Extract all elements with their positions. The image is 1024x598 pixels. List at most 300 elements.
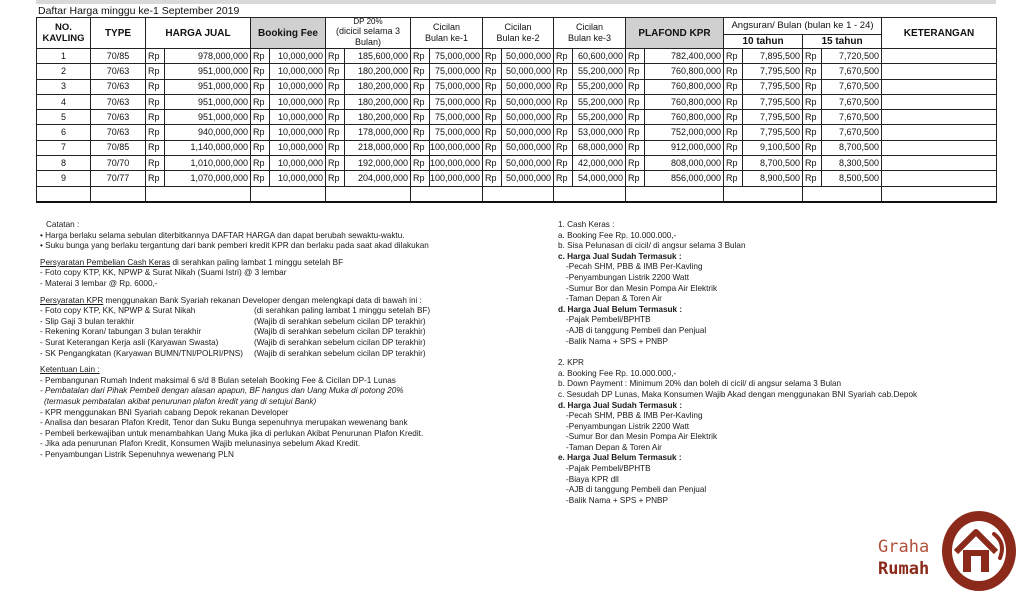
- currency-label: Rp: [413, 157, 425, 168]
- header-cicilan-2-sub: Bulan ke-2: [496, 33, 540, 43]
- cell-booking-fee-value: 10,000,000: [277, 65, 323, 76]
- cell-keterangan: [882, 156, 997, 171]
- table-row: [37, 94, 997, 109]
- cell-angsuran-15: [803, 125, 882, 140]
- cell-cicilan-3-value: 55,200,000: [577, 96, 623, 107]
- cell-cicilan-1: [411, 156, 483, 171]
- kpr-requirement-item: [40, 349, 430, 360]
- currency-label: Rp: [413, 173, 425, 184]
- cell-plafond-kpr: [626, 94, 724, 109]
- header-cicilan-3: [554, 18, 626, 49]
- cell-no-kavling: 5: [37, 110, 91, 125]
- currency-label: Rp: [253, 65, 265, 76]
- kpr-line: c. Sesudah DP Lunas, Maka Konsumen Wajib Akad dengan menggunakan BNI Syariah cab.Depok: [558, 389, 918, 399]
- cell-cicilan-3-value: 53,000,000: [577, 127, 623, 138]
- empty-cell: [251, 186, 326, 202]
- cell-harga-jual: [146, 64, 251, 79]
- header-15-tahun: 15 tahun: [803, 34, 882, 48]
- currency-label: Rp: [328, 81, 340, 92]
- cell-harga-jual: [146, 79, 251, 94]
- cell-angsuran-10: [724, 79, 803, 94]
- cell-angsuran-10: [724, 171, 803, 186]
- cash-line: b. Sisa Pelunasan di cicil/ di angsur selama 3 Bulan: [558, 241, 746, 251]
- empty-cell: [37, 186, 91, 202]
- empty-cell: [626, 186, 724, 202]
- logo-line-2: Rumah: [878, 559, 930, 579]
- kpr-line: b. Down Payment : Minimum 20% dan boleh di cicil/ di angsur selama 3 Bulan: [558, 379, 842, 389]
- cell-angsuran-10-value: 7,795,500: [759, 65, 800, 76]
- cell-cicilan-2: [483, 171, 554, 186]
- cell-booking-fee: [251, 110, 326, 125]
- cell-harga-jual-value: 978,000,000: [197, 50, 248, 61]
- cash-line: a. Booking Fee Rp. 10.000.000,-: [558, 230, 677, 240]
- cell-cicilan-2: [483, 156, 554, 171]
- notes-right: [558, 220, 917, 506]
- cell-harga-jual: [146, 171, 251, 186]
- currency-label: Rp: [485, 142, 497, 153]
- cell-dp-value: 178,000,000: [357, 127, 408, 138]
- cell-dp: [326, 110, 411, 125]
- cell-plafond-kpr-value: 856,000,000: [670, 173, 721, 184]
- catatan-item: • Harga berlaku selama sebulan diterbitkannya DAFTAR HARGA dan dapat berubah sewaktu-waktu.: [40, 230, 405, 240]
- cell-dp: [326, 64, 411, 79]
- cell-cicilan-3: [554, 94, 626, 109]
- currency-label: Rp: [726, 81, 738, 92]
- cell-cicilan-1-value: 75,000,000: [434, 96, 480, 107]
- cell-cicilan-1-value: 75,000,000: [434, 111, 480, 122]
- cell-angsuran-10-value: 8,900,500: [759, 173, 800, 184]
- currency-label: Rp: [148, 96, 160, 107]
- cell-dp: [326, 171, 411, 186]
- cell-angsuran-10-value: 7,795,500: [759, 111, 800, 122]
- cell-plafond-kpr: [626, 171, 724, 186]
- currency-label: Rp: [148, 81, 160, 92]
- cell-plafond-kpr: [626, 110, 724, 125]
- header-dp-top: DP 20%: [353, 17, 383, 26]
- cell-cicilan-1-value: 100,000,000: [429, 142, 480, 153]
- cell-keterangan: [882, 79, 997, 94]
- empty-cell: [91, 186, 146, 202]
- currency-label: Rp: [148, 65, 160, 76]
- cell-angsuran-10: [724, 156, 803, 171]
- currency-label: Rp: [413, 50, 425, 61]
- header-no-kavling: NO. KAVLING: [37, 18, 91, 49]
- kpr-requirement-item: [40, 317, 430, 328]
- cell-angsuran-15: [803, 49, 882, 64]
- currency-label: Rp: [485, 65, 497, 76]
- currency-label: Rp: [628, 111, 640, 122]
- kpr-requirement-doc: - SK Pengangkatan (Karyawan BUMN/TNI/POLRI/PNS): [40, 348, 243, 358]
- currency-label: Rp: [628, 50, 640, 61]
- cell-cicilan-2-value: 50,000,000: [505, 65, 551, 76]
- cash-requirements-heading: [40, 258, 430, 269]
- cell-harga-jual: [146, 156, 251, 171]
- kpr-included-item: -Sumur Bor dan Mesin Pompa Air Elektrik: [566, 432, 718, 442]
- cell-cicilan-3: [554, 171, 626, 186]
- header-cicilan-1: [411, 18, 483, 49]
- sheet-title: Daftar Harga minggu ke-1 September 2019: [38, 5, 240, 17]
- cell-dp-value: 218,000,000: [357, 142, 408, 153]
- empty-cell: [724, 186, 803, 202]
- cell-booking-fee-value: 10,000,000: [277, 157, 323, 168]
- cell-no-kavling: 8: [37, 156, 91, 171]
- cell-cicilan-1: [411, 125, 483, 140]
- catatan-item: • Suku bunga yang berlaku tergantung dari bank pemberi kredit KPR dan berlaku pada saat akad dilakukan: [40, 241, 429, 251]
- lain-item: - Jika ada penurunan Plafon Kredit, Konsumen Wajib melunasinya sebelum Akad Kredit.: [40, 439, 361, 449]
- kpr-included-item: -Taman Depan & Toren Air: [566, 442, 662, 452]
- cell-cicilan-3-value: 60,600,000: [577, 50, 623, 61]
- cell-plafond-kpr: [626, 79, 724, 94]
- currency-label: Rp: [628, 173, 640, 184]
- price-table: [36, 17, 997, 203]
- cell-no-kavling: 3: [37, 79, 91, 94]
- ketentuan-lain-heading: Ketentuan Lain :: [40, 365, 100, 375]
- logo-wordmark: [878, 536, 929, 580]
- currency-label: Rp: [726, 65, 738, 76]
- kpr-requirement-deadline: (Wajib di serahkan sebelum cicilan DP terakhir): [254, 348, 426, 358]
- cell-harga-jual: [146, 140, 251, 155]
- cell-plafond-kpr-value: 752,000,000: [670, 127, 721, 138]
- cell-harga-jual-value: 940,000,000: [197, 127, 248, 138]
- kpr-requirement-item: [40, 306, 430, 317]
- currency-label: Rp: [253, 173, 265, 184]
- cell-angsuran-15: [803, 110, 882, 125]
- kpr-requirement-deadline: (Wajib di serahkan sebelum cicilan DP terakhir): [254, 327, 426, 337]
- cell-dp-value: 180,200,000: [357, 96, 408, 107]
- cell-plafond-kpr: [626, 125, 724, 140]
- kpr-excluded-item: -Balik Nama + SPS + PNBP: [566, 495, 668, 505]
- currency-label: Rp: [805, 127, 817, 138]
- empty-cell: [803, 186, 882, 202]
- currency-label: Rp: [726, 157, 738, 168]
- currency-label: Rp: [556, 142, 568, 153]
- currency-label: Rp: [805, 50, 817, 61]
- cell-cicilan-3: [554, 156, 626, 171]
- catatan-heading: Catatan :: [46, 220, 80, 229]
- kpr-requirement-deadline: (di serahkan paling lambat 1 minggu setelah BF): [254, 306, 431, 316]
- cell-dp-value: 192,000,000: [357, 157, 408, 168]
- cell-cicilan-3: [554, 110, 626, 125]
- currency-label: Rp: [556, 127, 568, 138]
- currency-label: Rp: [805, 142, 817, 153]
- kpr-requirement-item: [40, 327, 430, 338]
- table-row: [37, 171, 997, 186]
- cell-harga-jual-value: 951,000,000: [197, 96, 248, 107]
- cell-cicilan-3-value: 55,200,000: [577, 65, 623, 76]
- cell-angsuran-15-value: 7,720,500: [838, 50, 879, 61]
- currency-label: Rp: [253, 81, 265, 92]
- header-dp: [326, 18, 411, 49]
- cell-harga-jual: [146, 125, 251, 140]
- header-cicilan-2-label: Cicilan: [504, 22, 532, 32]
- lain-item: (termasuk pembatalan akibat penurunan plafon kredit yang di setujui Bank): [44, 396, 317, 406]
- currency-label: Rp: [253, 96, 265, 107]
- table-row: [37, 140, 997, 155]
- cell-angsuran-15-value: 8,300,500: [838, 157, 879, 168]
- lain-item: - Penyambungan Listrik Sepenuhnya wewenang PLN: [40, 449, 234, 459]
- cell-keterangan: [882, 110, 997, 125]
- currency-label: Rp: [413, 111, 425, 122]
- cell-cicilan-1: [411, 64, 483, 79]
- cell-no-kavling: 9: [37, 171, 91, 186]
- cell-cicilan-1: [411, 110, 483, 125]
- cell-booking-fee: [251, 49, 326, 64]
- cash-item: - Foto copy KTP, KK, NPWP & Surat Nikah (Suami Istri) @ 3 lembar: [40, 268, 287, 278]
- cash-excluded-item: -AJB di tanggung Pembeli dan Penjual: [566, 325, 707, 335]
- cell-cicilan-2-value: 50,000,000: [505, 111, 551, 122]
- header-plafond-kpr: PLAFOND KPR: [626, 18, 724, 49]
- cell-angsuran-10: [724, 125, 803, 140]
- cell-keterangan: [882, 49, 997, 64]
- cell-type: 70/63: [91, 125, 146, 140]
- header-cicilan-1-label: Cicilan: [432, 22, 460, 32]
- currency-label: Rp: [413, 127, 425, 138]
- kpr-included-item: -Pecah SHM, PBB & IMB Per-Kavling: [566, 411, 703, 421]
- cell-cicilan-1-value: 100,000,000: [429, 157, 480, 168]
- table-row: [37, 156, 997, 171]
- cell-booking-fee-value: 10,000,000: [277, 173, 323, 184]
- cell-no-kavling: 6: [37, 125, 91, 140]
- header-cicilan-3-sub: Bulan ke-3: [567, 33, 612, 43]
- notes-left: [40, 220, 430, 460]
- currency-label: Rp: [805, 65, 817, 76]
- currency-label: Rp: [628, 81, 640, 92]
- cell-keterangan: [882, 125, 997, 140]
- currency-label: Rp: [805, 173, 817, 184]
- cell-cicilan-2: [483, 140, 554, 155]
- cell-plafond-kpr-value: 808,000,000: [670, 157, 721, 168]
- currency-label: Rp: [556, 81, 568, 92]
- cell-cicilan-2-value: 50,000,000: [505, 50, 551, 61]
- cell-plafond-kpr: [626, 140, 724, 155]
- currency-label: Rp: [328, 111, 340, 122]
- cell-type: 70/63: [91, 94, 146, 109]
- cell-dp: [326, 94, 411, 109]
- currency-label: Rp: [805, 111, 817, 122]
- cell-cicilan-1-value: 75,000,000: [434, 65, 480, 76]
- cell-plafond-kpr-value: 912,000,000: [670, 142, 721, 153]
- kpr-excluded-item: -Pajak Pembeli/BPHTB: [566, 464, 651, 474]
- cell-angsuran-10: [724, 49, 803, 64]
- cash-included-item: -Pecah SHM, PBB & IMB Per-Kavling: [566, 262, 703, 272]
- currency-label: Rp: [556, 65, 568, 76]
- cash-included-item: -Penyambungan Listrik 2200 Watt: [566, 272, 690, 282]
- currency-label: Rp: [628, 157, 640, 168]
- currency-label: Rp: [726, 142, 738, 153]
- cell-cicilan-3-value: 42,000,000: [577, 157, 623, 168]
- lain-item: - Pembangunan Rumah Indent maksimal 6 s/d 8 Bulan setelah Booking Fee & Cicilan DP-1 Lunas: [40, 375, 396, 385]
- logo-line-1: Graha: [878, 537, 930, 557]
- cell-type: 70/77: [91, 171, 146, 186]
- kpr-requirement-doc: - Slip Gaji 3 bulan terakhir: [40, 316, 135, 326]
- cell-cicilan-2-value: 50,000,000: [505, 142, 551, 153]
- cell-cicilan-1: [411, 79, 483, 94]
- cell-cicilan-1-value: 75,000,000: [434, 81, 480, 92]
- cell-harga-jual-value: 1,010,000,000: [190, 157, 248, 168]
- cell-angsuran-15: [803, 94, 882, 109]
- kpr-excluded-item: -AJB di tanggung Pembeli dan Penjual: [566, 485, 707, 495]
- cell-booking-fee-value: 10,000,000: [277, 81, 323, 92]
- currency-label: Rp: [556, 96, 568, 107]
- empty-cell: [882, 186, 997, 202]
- cell-harga-jual-value: 1,140,000,000: [190, 142, 248, 153]
- cell-no-kavling: 1: [37, 49, 91, 64]
- cell-plafond-kpr-value: 782,400,000: [670, 50, 721, 61]
- cell-cicilan-3-value: 68,000,000: [577, 142, 623, 153]
- currency-label: Rp: [556, 50, 568, 61]
- currency-label: Rp: [485, 96, 497, 107]
- table-row: [37, 49, 997, 64]
- cell-cicilan-2-value: 50,000,000: [505, 81, 551, 92]
- cell-cicilan-1: [411, 140, 483, 155]
- cell-angsuran-10-value: 8,700,500: [759, 157, 800, 168]
- currency-label: Rp: [485, 50, 497, 61]
- cell-type: 70/63: [91, 79, 146, 94]
- currency-label: Rp: [328, 65, 340, 76]
- cell-type: 70/85: [91, 49, 146, 64]
- cell-booking-fee-value: 10,000,000: [277, 50, 323, 61]
- house-logo-icon: [940, 508, 1018, 594]
- currency-label: Rp: [148, 142, 160, 153]
- currency-label: Rp: [148, 157, 160, 168]
- currency-label: Rp: [413, 96, 425, 107]
- currency-label: Rp: [726, 127, 738, 138]
- kpr-included-item: -Penyambungan Listrik 2200 Watt: [566, 421, 690, 431]
- cell-type: 70/63: [91, 64, 146, 79]
- cash-excluded-item: -Balik Nama + SPS + PNBP: [566, 336, 668, 346]
- empty-cell: [146, 186, 251, 202]
- cell-angsuran-10-value: 7,795,500: [759, 96, 800, 107]
- cell-plafond-kpr: [626, 49, 724, 64]
- cell-type: 70/70: [91, 156, 146, 171]
- currency-label: Rp: [628, 96, 640, 107]
- cell-no-kavling: 2: [37, 64, 91, 79]
- cell-dp: [326, 140, 411, 155]
- cash-included-item: -Taman Depan & Toren Air: [566, 294, 662, 304]
- currency-label: Rp: [805, 96, 817, 107]
- kpr-requirement-doc: - Foto copy KTP, KK, NPWP & Surat Nikah: [40, 306, 196, 316]
- cell-dp: [326, 79, 411, 94]
- currency-label: Rp: [253, 127, 265, 138]
- currency-label: Rp: [805, 81, 817, 92]
- cell-dp-value: 180,200,000: [357, 111, 408, 122]
- cell-dp-value: 185,600,000: [357, 50, 408, 61]
- cell-plafond-kpr-value: 760,800,000: [670, 65, 721, 76]
- cell-angsuran-10: [724, 140, 803, 155]
- lain-item: - Pembeli berkewajiban untuk menambahkan Uang Muka jika di perlukan Akibat Penurunan Plafon Kredit.: [40, 428, 424, 438]
- cell-cicilan-3: [554, 64, 626, 79]
- currency-label: Rp: [485, 127, 497, 138]
- cash-excluded-heading: d. Harga Jual Belum Termasuk :: [558, 304, 683, 314]
- cell-booking-fee-value: 10,000,000: [277, 111, 323, 122]
- currency-label: Rp: [253, 50, 265, 61]
- kpr-heading-text: Persyaratan KPR: [40, 295, 104, 305]
- table-row: [37, 79, 997, 94]
- table-row: [37, 110, 997, 125]
- cell-angsuran-10-value: 9,100,500: [759, 142, 800, 153]
- cell-angsuran-10-value: 7,795,500: [759, 81, 800, 92]
- currency-label: Rp: [628, 142, 640, 153]
- currency-label: Rp: [148, 127, 160, 138]
- cash-excluded-item: -Pajak Pembeli/BPHTB: [566, 315, 651, 325]
- currency-label: Rp: [628, 127, 640, 138]
- cell-plafond-kpr-value: 760,800,000: [670, 96, 721, 107]
- cell-no-kavling: 4: [37, 94, 91, 109]
- cell-angsuran-15-value: 7,670,500: [838, 65, 879, 76]
- cell-cicilan-3: [554, 49, 626, 64]
- graha-rumah-logo: [878, 508, 1018, 594]
- cell-angsuran-15-value: 7,670,500: [838, 111, 879, 122]
- currency-label: Rp: [413, 81, 425, 92]
- cell-harga-jual-value: 951,000,000: [197, 111, 248, 122]
- currency-label: Rp: [726, 173, 738, 184]
- currency-label: Rp: [253, 111, 265, 122]
- currency-label: Rp: [328, 96, 340, 107]
- cell-type: 70/85: [91, 140, 146, 155]
- cell-cicilan-2: [483, 79, 554, 94]
- cell-angsuran-15: [803, 156, 882, 171]
- lain-item: - Pembatalan dari Pihak Pembeli dengan alasan apapun, BF hangus dan Uang Muka di potong 20%: [40, 386, 404, 396]
- header-harga-jual: HARGA JUAL: [146, 18, 251, 49]
- cash-included-item: -Sumur Bor dan Mesin Pompa Air Elektrik: [566, 283, 718, 293]
- currency-label: Rp: [413, 142, 425, 153]
- header-type: TYPE: [91, 18, 146, 49]
- kpr-heading-rest: menggunakan Bank Syariah rekanan Developer dengan melengkapi data di bawah ini :: [103, 295, 422, 305]
- kpr-excluded-heading: e. Harga Jual Belum Termasuk :: [558, 453, 682, 463]
- currency-label: Rp: [726, 96, 738, 107]
- top-border: [36, 0, 996, 4]
- header-angsuran: Angsuran/ Bulan (bulan ke 1 - 24): [724, 18, 882, 35]
- cell-keterangan: [882, 171, 997, 186]
- cell-angsuran-10: [724, 64, 803, 79]
- header-10-tahun: 10 tahun: [724, 34, 803, 48]
- currency-label: Rp: [628, 65, 640, 76]
- cell-no-kavling: 7: [37, 140, 91, 155]
- kpr-requirement-item: [40, 338, 430, 349]
- cell-angsuran-15-value: 7,670,500: [838, 96, 879, 107]
- cell-cicilan-1-value: 75,000,000: [434, 50, 480, 61]
- cell-booking-fee-value: 10,000,000: [277, 142, 323, 153]
- cell-dp-value: 180,200,000: [357, 81, 408, 92]
- cell-angsuran-15: [803, 79, 882, 94]
- lain-item: - KPR menggunakan BNI Syariah cabang Depok rekanan Developer: [40, 407, 289, 417]
- cell-cicilan-1-value: 75,000,000: [434, 127, 480, 138]
- cell-angsuran-15: [803, 64, 882, 79]
- cell-dp: [326, 49, 411, 64]
- cash-heading-link-text: Persyaratan Pembelian Cash Keras: [40, 257, 171, 267]
- cell-cicilan-1: [411, 94, 483, 109]
- cell-booking-fee-value: 10,000,000: [277, 96, 323, 107]
- header-cicilan-1-sub: Bulan ke-1: [424, 33, 469, 43]
- cell-cicilan-2: [483, 94, 554, 109]
- cell-dp: [326, 125, 411, 140]
- cell-cicilan-1-value: 100,000,000: [429, 173, 480, 184]
- currency-label: Rp: [556, 157, 568, 168]
- cell-booking-fee: [251, 156, 326, 171]
- empty-cell: [554, 186, 626, 202]
- empty-cell: [483, 186, 554, 202]
- cash-included-heading: c. Harga Jual Sudah Termasuk :: [558, 251, 682, 261]
- cell-dp-value: 204,000,000: [357, 173, 408, 184]
- currency-label: Rp: [485, 81, 497, 92]
- kpr-requirement-deadline: (Wajib di serahkan sebelum cicilan DP terakhir): [254, 337, 426, 347]
- currency-label: Rp: [253, 142, 265, 153]
- cell-plafond-kpr-value: 760,800,000: [670, 111, 721, 122]
- cell-keterangan: [882, 64, 997, 79]
- lain-item: - Analisa dan besaran Plafon Kredit, Tenor dan Suku Bunga sepenuhnya merupakan wewenang bank: [40, 418, 408, 428]
- currency-label: Rp: [726, 50, 738, 61]
- cell-keterangan: [882, 140, 997, 155]
